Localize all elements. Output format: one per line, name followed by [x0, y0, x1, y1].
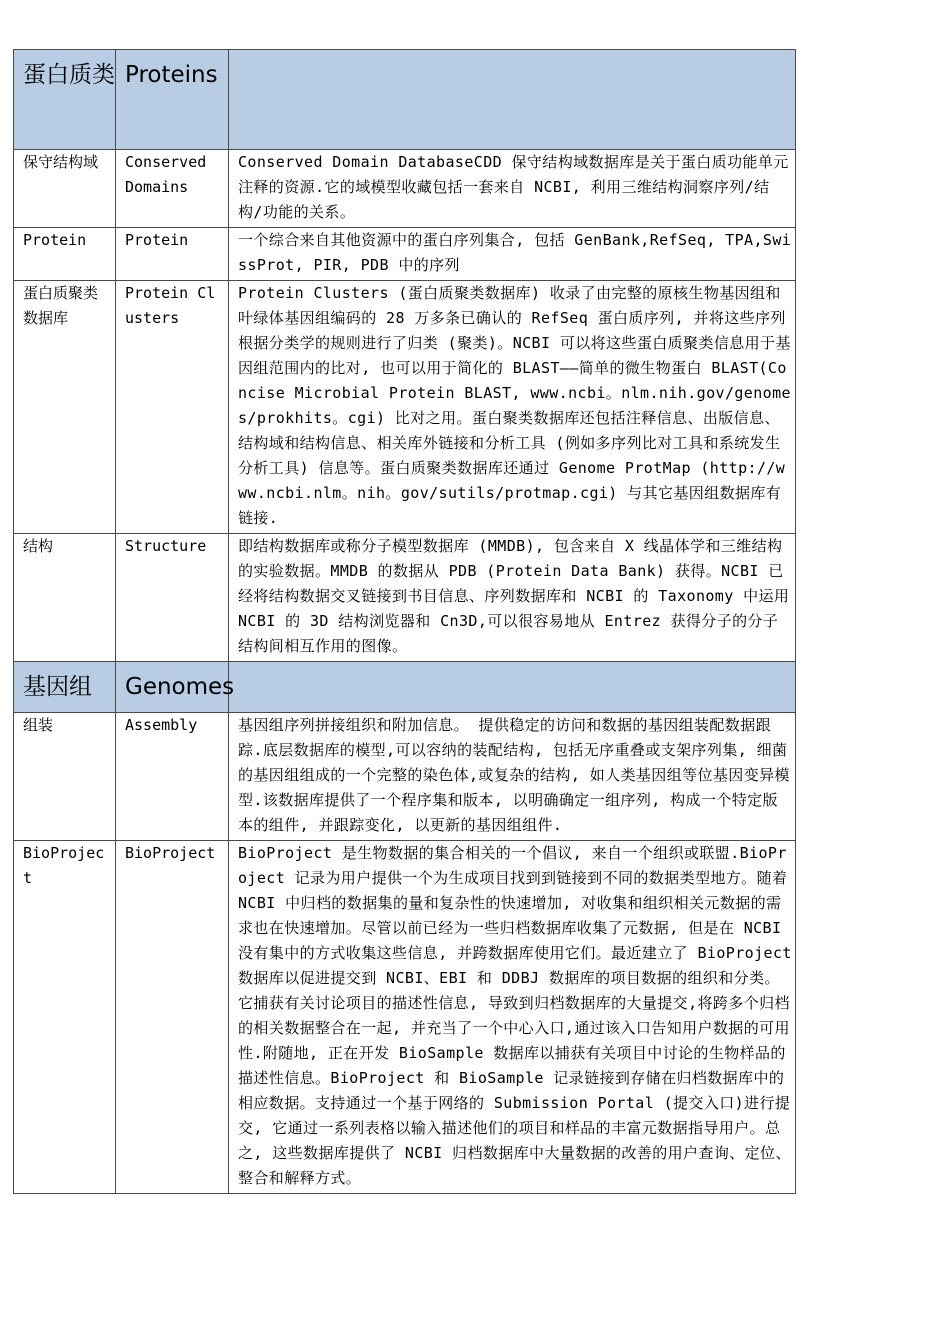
section-title-en: Proteins — [116, 50, 229, 150]
db-name-en: Structure — [116, 534, 229, 662]
db-name-zh: 蛋白质聚类数据库 — [14, 281, 116, 534]
db-description: Conserved Domain DatabaseCDD 保守结构域数据库是关于蛋白质功能单元注释的资源.它的域模型收藏包括一套来自 NCBI, 利用三维结构洞察序列/结构/功能的关系。 — [229, 150, 796, 228]
table-row — [14, 841, 796, 1194]
db-name-en: Protein — [116, 228, 229, 281]
database-table — [13, 49, 796, 1194]
table-row — [14, 713, 796, 841]
db-description: 基因组序列拼接组织和附加信息。 提供稳定的访问和数据的基因组装配数据跟踪.底层数据库的模型,可以容纳的装配结构, 包括无序重叠或支架序列集, 细菌的基因组组成的一个完整的染色体,或复杂的结构, 如人类基因组等位基因变异模型.该数据库提供了一个程序集和版本, 以明确确定一组序列, 构成一个特定版本的组件, 并跟踪变化, 以更新的基因组组件. — [229, 713, 796, 841]
section-header-genomes — [14, 662, 796, 713]
section-title-zh: 基因组 — [14, 662, 116, 713]
section-blank-cell — [229, 50, 796, 150]
db-name-en: Assembly — [116, 713, 229, 841]
section-title-en: Genomes — [116, 662, 229, 713]
section-blank-cell — [229, 662, 796, 713]
table-row — [14, 534, 796, 662]
db-name-en: Protein Clusters — [116, 281, 229, 534]
db-name-zh: 结构 — [14, 534, 116, 662]
db-name-zh: 组装 — [14, 713, 116, 841]
db-name-en: BioProject — [116, 841, 229, 1194]
db-description: 即结构数据库或称分子模型数据库 (MMDB), 包含来自 X 线晶体学和三维结构的实验数据。MMDB 的数据从 PDB (Protein Data Bank) 获得。NCBI 已经将结构数据交叉链接到书目信息、序列数据库和 NCBI 的 Taxonomy 中运用 NCBI 的 3D 结构浏览器和 Cn3D,可以很容易地从 Entrez 获得分子的分子结构间相互作用的图像。 — [229, 534, 796, 662]
section-header-proteins — [14, 50, 796, 150]
table-row — [14, 228, 796, 281]
db-description: Protein Clusters (蛋白质聚类数据库) 收录了由完整的原核生物基因组和叶绿体基因组编码的 28 万多条已确认的 RefSeq 蛋白质序列, 并将这些序列根据分类学的规则进行了归类 (聚类)。NCBI 可以将这些蛋白质聚类信息用于基因组范围内的比对, 也可以用于简化的 BLAST——简单的微生物蛋白 BLAST(Concise Microbial Protein BLAST, www.ncbi。nlm.nih.gov/genomes/prokhits。cgi) 比对之用。蛋白聚类数据库还包括注释信息、出版信息、结构域和结构信息、相关库外链接和分析工具 (例如多序列比对工具和系统发生分析工具) 信息等。蛋白质聚类数据库还通过 Genome ProtMap (http://www.ncbi.nlm。nih。gov/sutils/protmap.cgi) 与其它基因组数据库有链接. — [229, 281, 796, 534]
section-title-zh: 蛋白质类 — [14, 50, 116, 150]
db-name-zh: 保守结构域 — [14, 150, 116, 228]
db-name-zh: Protein — [14, 228, 116, 281]
db-description: 一个综合来自其他资源中的蛋白序列集合, 包括 GenBank,RefSeq, TPA,SwissProt, PIR, PDB 中的序列 — [229, 228, 796, 281]
db-name-en: Conserved Domains — [116, 150, 229, 228]
table-row — [14, 281, 796, 534]
table-row — [14, 150, 796, 228]
db-name-zh: BioProject — [14, 841, 116, 1194]
db-description: BioProject 是生物数据的集合相关的一个倡议, 来自一个组织或联盟.BioProject 记录为用户提供一个为生成项目找到到链接到不同的数据类型地方。随着 NCBI 中归档的数据集的量和复杂性的快速增加, 对收集和组织相关元数据的需求也在快速增加。尽管以前已经为一些归档数据库收集了元数据, 但是在 NCBI 没有集中的方式收集这些信息, 并跨数据库使用它们。最近建立了 BioProject 数据库以促进提交到 NCBI、EBI 和 DDBJ 数据库的项目数据的组织和分类。它捕获有关讨论项目的描述性信息, 导致到归档数据库的大量提交,将跨多个归档的相关数据整合在一起, 并充当了一个中心入口,通过该入口告知用户数据的可用性.附随地, 正在开发 BioSample 数据库以捕获有关项目中讨论的生物样品的描述性信息。BioProject 和 BioSample 记录链接到存储在归档数据库中的相应数据。支持通过一个基于网络的 Submission Portal (提交入口)进行提交, 它通过一系列表格以输入描述他们的项目和样品的丰富元数据指导用户。总之, 这些数据库提供了 NCBI 归档数据库中大量数据的改善的用户查询、定位、整合和解释方式。 — [229, 841, 796, 1194]
